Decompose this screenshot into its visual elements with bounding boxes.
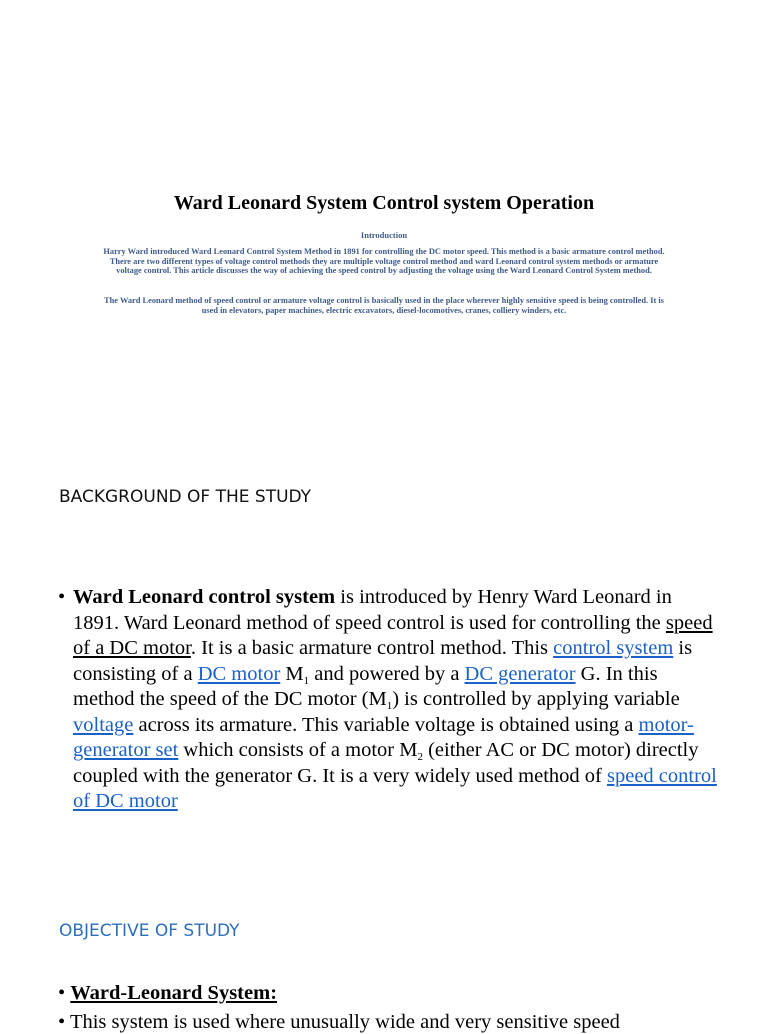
underlined-phrase: speed of a DC motor [73,611,713,659]
document-title: Ward Leonard System Control system Operation [173,192,595,214]
bullet-ward-leonard-system [58,982,277,1005]
link-control-system[interactable]: control system [553,637,674,659]
bullet-text [73,585,718,815]
text-run: (either AC or DC motor) directly coupled with the generator G. It is a very widely used method of [73,739,699,787]
bullet-ward-leonard [58,585,718,815]
intro-paragraph-2: The Ward Leonard method of speed control or armature voltage control is basically used in the place wherever highly sensitive speed is being controlled. It is used in elevators, paper machines, electric excavators, diesel-locomotives, cranes, colliery winders, etc. [104,296,664,315]
text-run: is consisting of a [73,637,693,685]
text-run: and powered by a [309,662,465,685]
text-run: . It is a basic armature control method. This [190,637,554,659]
bullet-usage-text: This system is used where unusually wide and very sensitive speed [69,1011,620,1033]
intro-heading: Introduction [360,230,408,240]
subscript: 1 [303,674,310,687]
bullet-dot: • [58,982,66,1004]
text-run: across its armature. This variable voltage is obtained using a [133,713,639,736]
bullet-dot: • [58,586,66,608]
link-dc-motor[interactable]: DC motor [197,662,281,685]
text-run: is introduced by Henry Ward Leonard in 1891. Ward Leonard method of speed control is used for controlling the [73,586,672,634]
bullet-label: Ward-Leonard System: [70,982,278,1004]
text-run: ) is controlled by applying variable [392,688,680,710]
subscript: 2 [417,751,423,763]
text-run: which consists of a motor M [178,739,418,761]
bullet-usage [58,1011,620,1034]
bullet-dot: • [58,1011,66,1033]
text-run: G. In this method the speed of the DC motor (M [73,662,658,710]
background-heading: BACKGROUND OF THE STUDY [59,487,312,507]
intro-paragraph-1: Harry Ward introduced Ward Leonard Control System Method in 1891 for controlling the DC motor speed. This method is a basic armature control method. There are two different types of voltage control methods they are multiple voltage control method and ward Leonard control system methods or armature voltage control. This article discusses the way of achieving the speed control by adjusting the voltage using the Ward Leonard Control System method. [103,247,665,275]
subscript: 1 [386,700,393,712]
link-dc-generator[interactable]: DC generator [464,662,576,685]
link-speed-control-dc-motor[interactable]: speed control of DC motor [73,764,717,812]
bold-lead: Ward Leonard control system [73,586,336,608]
link-motor-generator-set[interactable]: motor-generator set [73,713,694,761]
text-run: M [280,662,304,685]
link-voltage[interactable]: voltage [73,713,134,736]
objective-heading: OBJECTIVE OF STUDY [59,921,240,941]
